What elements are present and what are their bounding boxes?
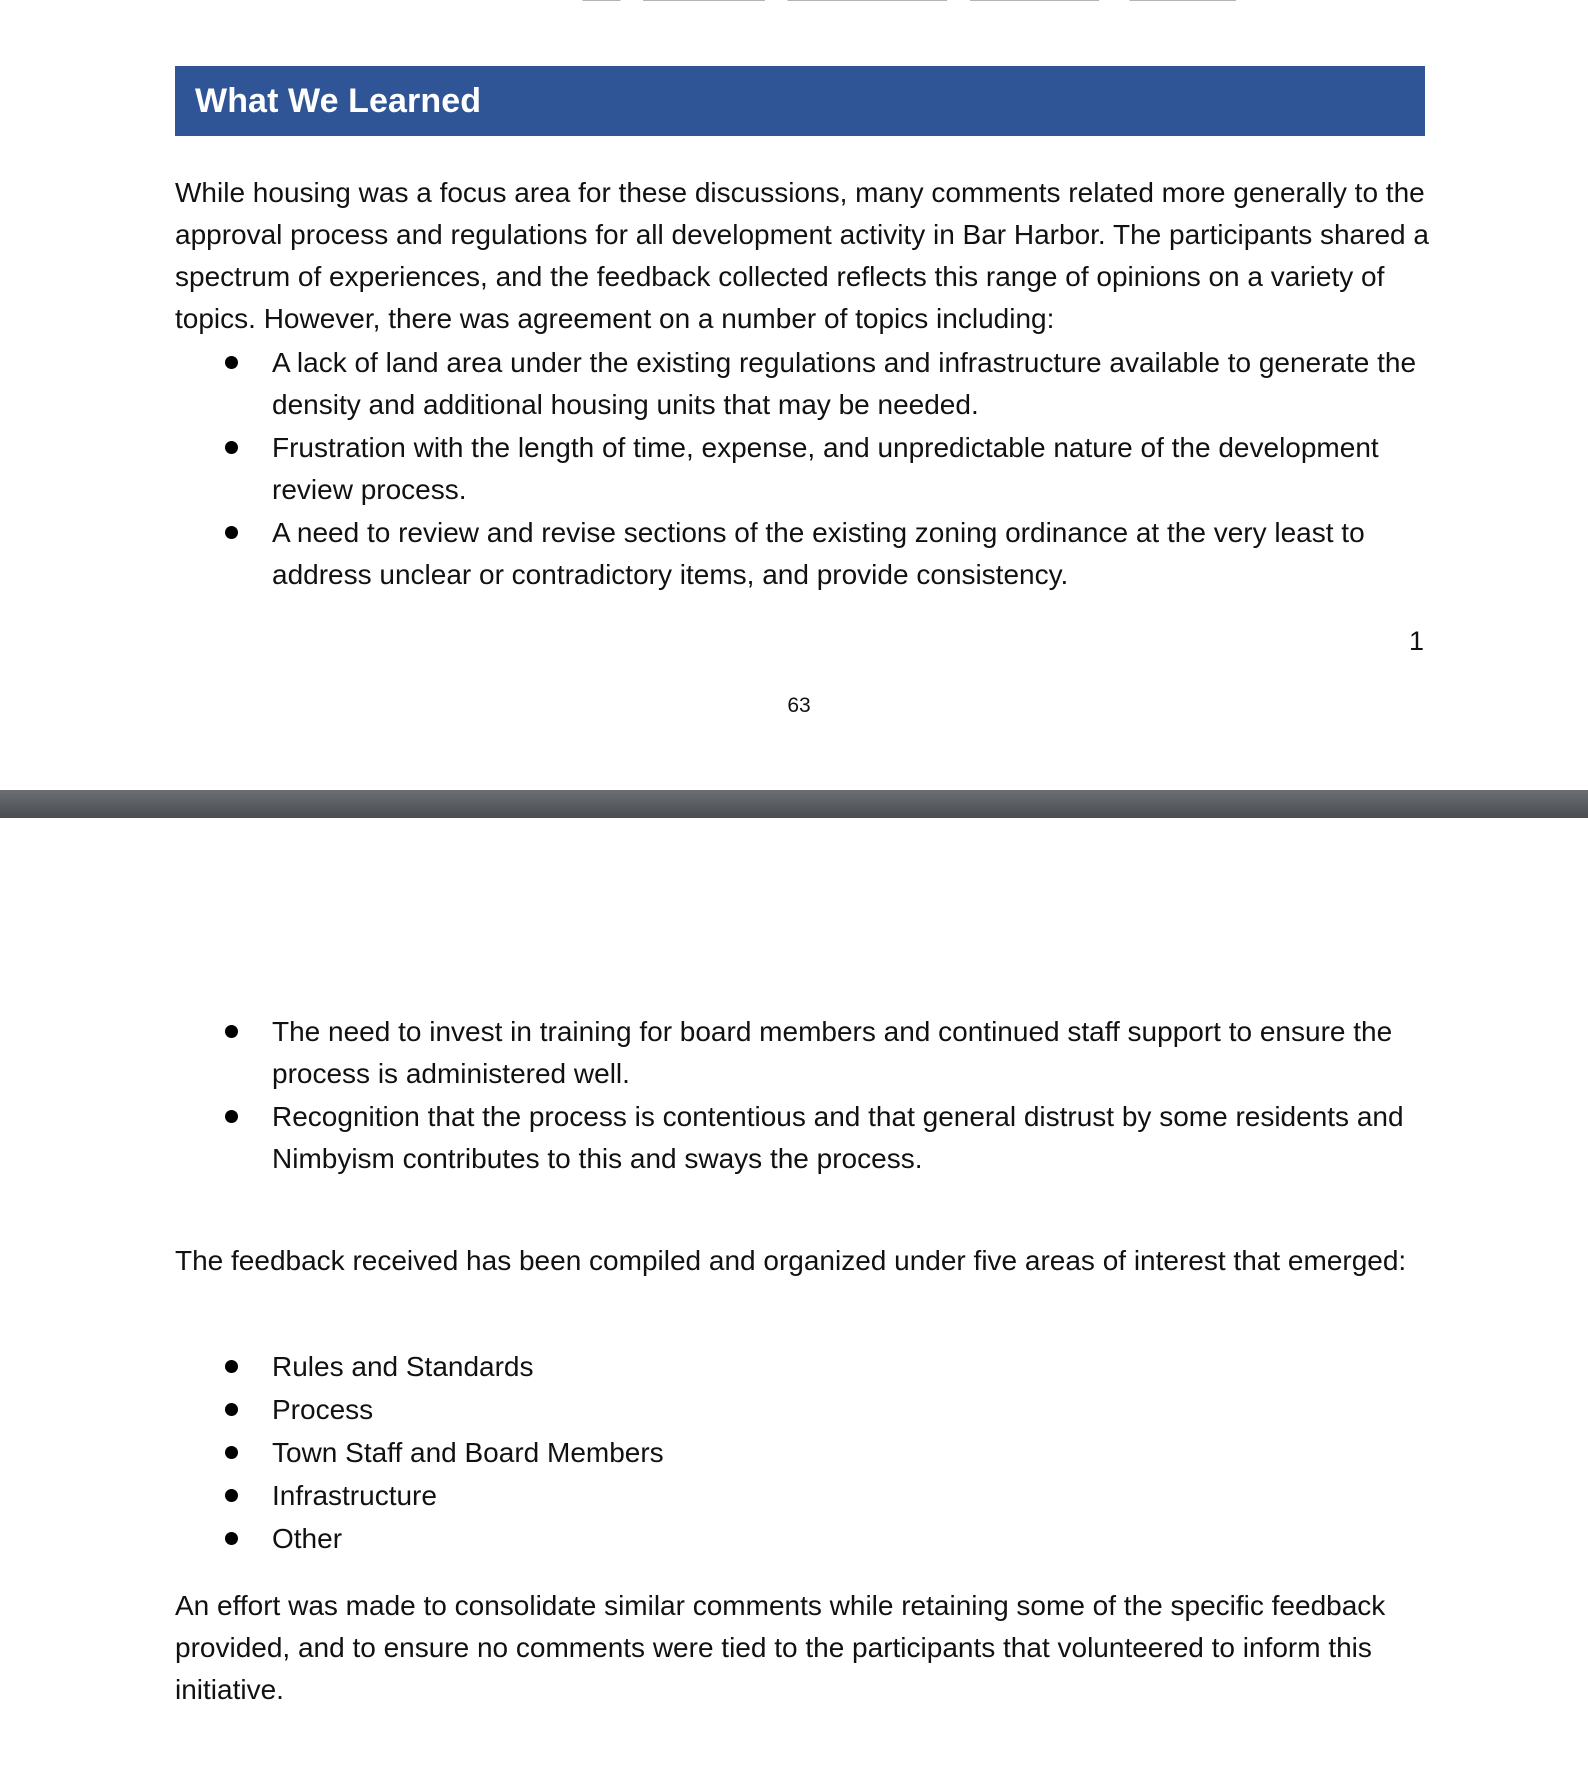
bullet-icon [225,1025,238,1038]
list-item [215,1432,1435,1474]
list-item [215,342,1435,426]
bullet-icon [225,526,238,539]
list-item-text: A lack of land area under the existing regulations and infrastructure available to generate the density and additional housing units that may be needed. [272,347,1417,420]
bullet-icon [225,1360,238,1373]
page-separator [0,790,1588,818]
agreement-topics-list-part-2 [215,1011,1435,1181]
list-item [215,427,1435,511]
bullet-icon [225,441,238,454]
agreement-topics-list-part-1 [215,342,1435,597]
clipped-previous-text [552,0,1312,4]
list-item-text: Frustration with the length of time, expense, and unpredictable nature of the development review process. [272,432,1379,505]
list-item-text: Process [272,1394,374,1425]
list-item-text: The need to invest in training for board members and continued staff support to ensure the process is administered well. [272,1016,1393,1089]
list-item-text: Town Staff and Board Members [272,1437,664,1468]
list-item [215,512,1435,596]
areas-of-interest-list [215,1346,1435,1561]
list-item-text: Other [272,1523,343,1554]
list-item-text: Rules and Standards [272,1351,534,1382]
pdf-page-63 [0,0,1588,790]
bullet-icon [225,1110,238,1123]
bullet-icon [225,1532,238,1545]
bullet-icon [225,1489,238,1502]
section-header [175,66,1425,136]
list-item-text: Recognition that the process is contentious and that general distrust by some residents and Nimbyism contributes to this and sways the process. [272,1101,1404,1174]
list-item-text: A need to review and revise sections of the existing zoning ordinance at the very least to address unclear or contradictory items, and provide consistency. [272,517,1365,590]
list-item [215,1011,1435,1095]
pdf-page-number: 63 [787,694,811,717]
list-item [215,1518,1435,1560]
list-item [215,1346,1435,1388]
list-item-text: Infrastructure [272,1480,437,1511]
section-title: What We Learned [195,81,482,120]
document-page-number: 1 [1408,626,1424,656]
feedback-paragraph: The feedback received has been compiled and organized under five areas of interest that emerged: [175,1245,1407,1276]
bullet-icon [225,356,238,369]
list-item [215,1475,1435,1517]
bullet-icon [225,1403,238,1416]
list-item [215,1096,1435,1180]
bullet-icon [225,1446,238,1459]
closing-paragraph: An effort was made to consolidate similar comments while retaining some of the specific feedback provided, and to ensure no comments were tied to the participants that volunteered to inform this initiative. [175,1590,1386,1705]
list-item [215,1389,1435,1431]
intro-paragraph: While housing was a focus area for these discussions, many comments related more generally to the approval process and regulations for all development activity in Bar Harbor. The participants shared a spectrum of experiences, and the feedback collected reflects this range of opinions on a variety of topics. However, there was agreement on a number of topics including: [175,177,1429,334]
